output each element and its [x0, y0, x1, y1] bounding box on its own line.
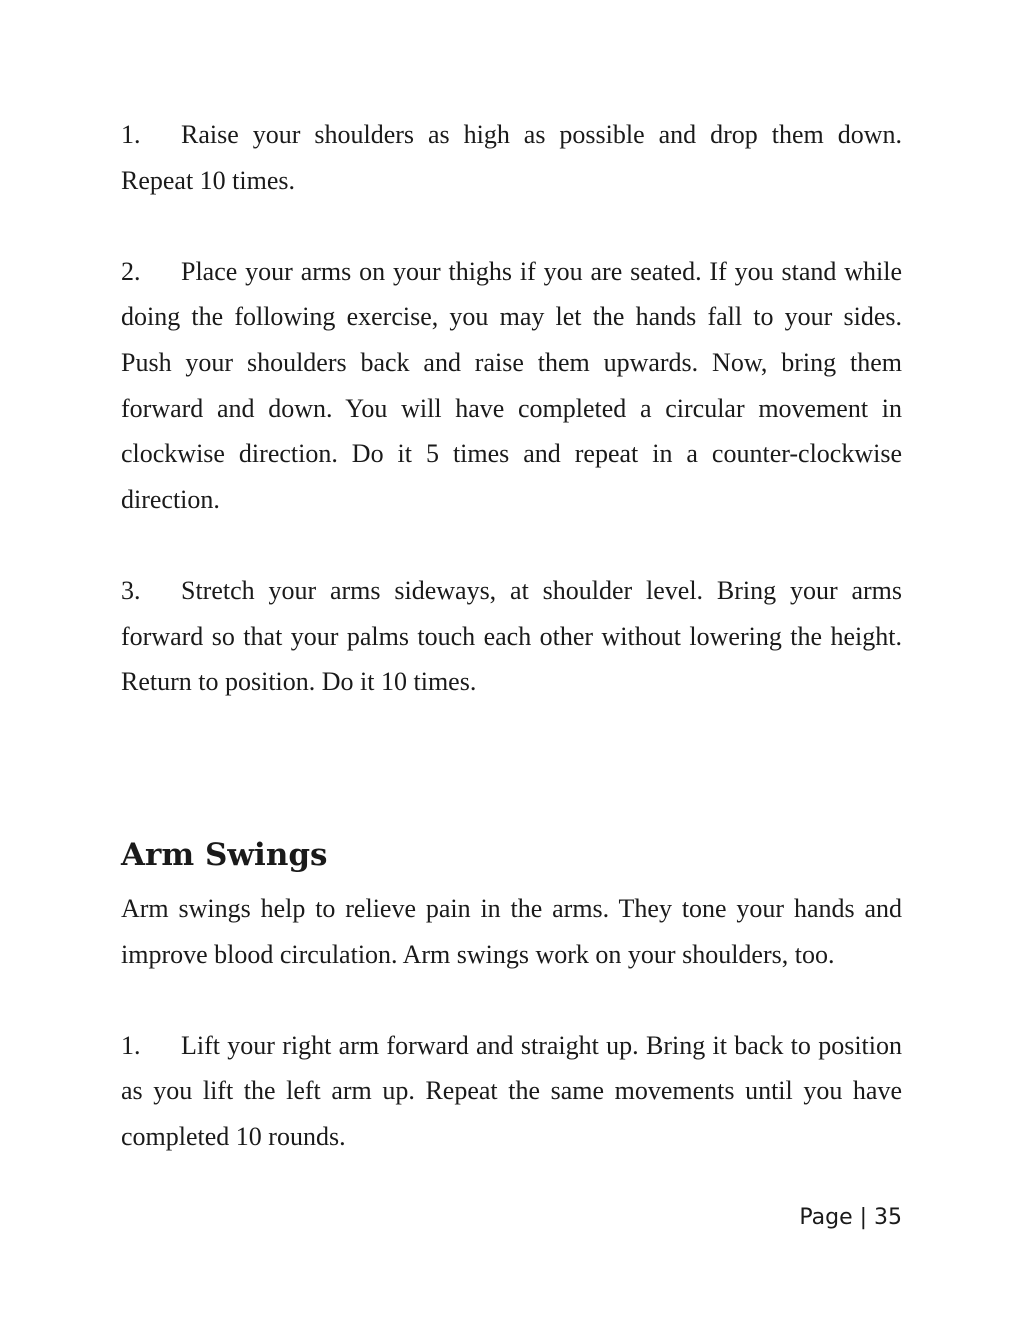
shoulder-exercise-list: [121, 112, 902, 705]
item-text: Raise your shoulders as high as possible and drop them down. Repeat 10 times.: [121, 120, 902, 195]
intro-paragraph: Arm swings help to relieve pain in the arms. They tone your hands and improve blood circulation. Arm swings work on your shoulders, too.: [121, 894, 902, 969]
list-item: [121, 568, 902, 705]
arm-swings-section: [121, 886, 902, 1160]
item-number: 1.: [121, 120, 141, 149]
item-number: 3.: [121, 575, 141, 605]
item-text: Place your arms on your thighs if you are seated. If you stand while doing the following exercise, you may let the hands fall to your sides. Push your shoulders back and raise them upwards. Now, bring them forward and down. You will have completed a circular movement in clockwise direction. Do it 5 times and repeat in a counter-clockwise direction.: [121, 256, 902, 514]
page-number: Page | 35: [799, 1205, 902, 1230]
list-item: [121, 112, 902, 203]
item-text: Lift your right arm forward and straight up. Bring it back to position as you lift the left arm up. Repeat the same movements until you have completed 10 rounds.: [121, 1030, 902, 1151]
item-number: 2.: [121, 256, 141, 286]
list-item: [121, 249, 902, 523]
section-heading: Arm Swings: [121, 837, 328, 873]
item-number: 1.: [121, 1030, 141, 1060]
item-text: Stretch your arms sideways, at shoulder level. Bring your arms forward so that your palms touch each other without lowering the height. Return to position. Do it 10 times.: [121, 575, 902, 697]
list-item: [121, 1023, 902, 1160]
